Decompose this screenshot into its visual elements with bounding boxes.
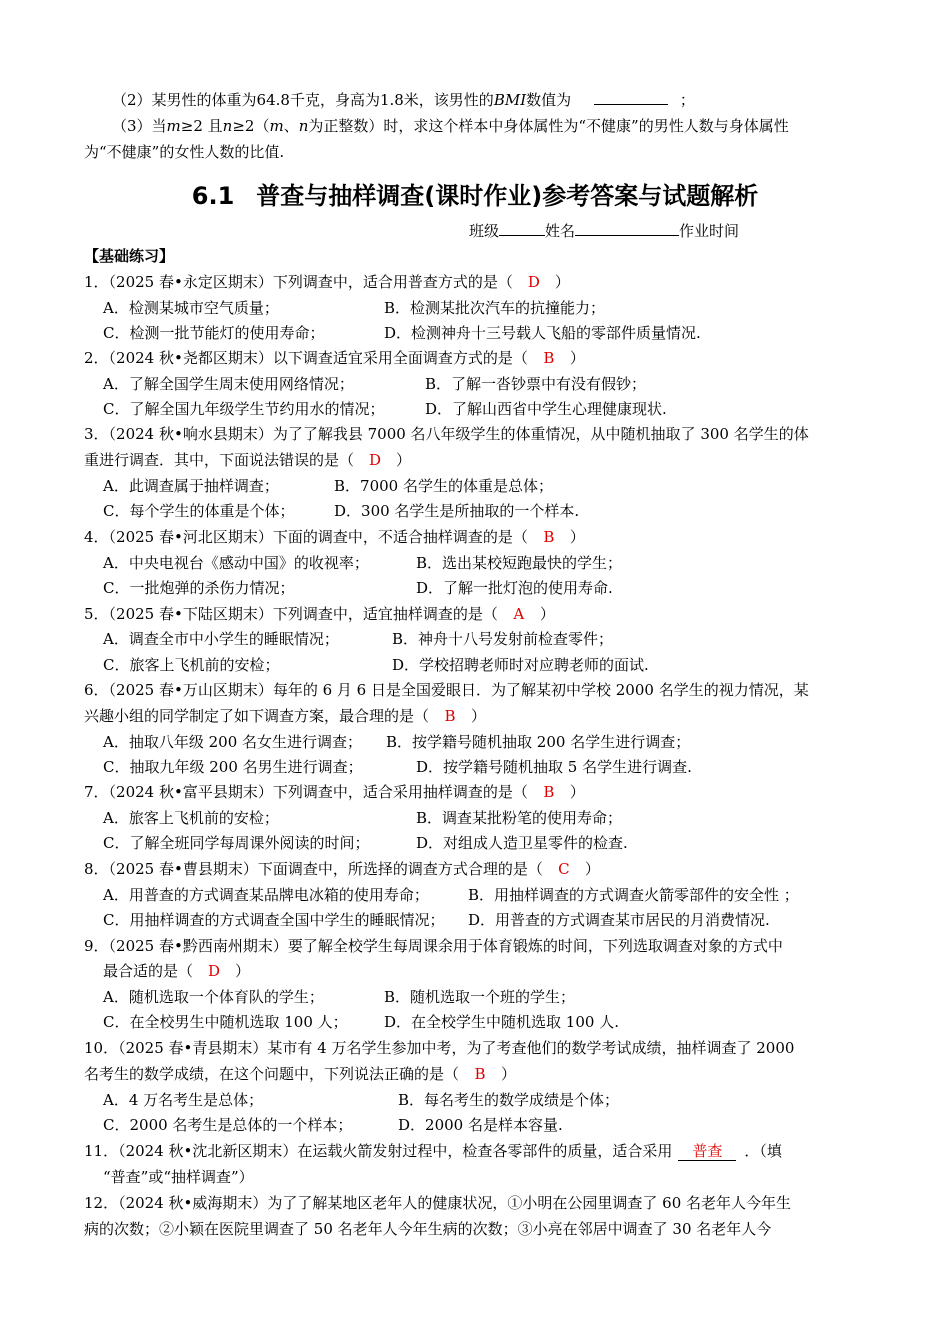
option-b: B．用抽样调查的方式调查火箭零部件的安全性 ；: [468, 886, 799, 904]
question-11-stem: 11．（2024 秋•沈北新区期末）在运载火箭发射过程中，检查各零部件的质量，适合采用 普查 ．（填: [84, 1142, 782, 1160]
question-3-stem: 重进行调查．其中，下面说法错误的是（ D ）: [84, 451, 412, 469]
option-c: C．了解全国九年级学生节约用水的情况；: [103, 400, 385, 418]
option-c: C．一批炮弹的杀伤力情况；: [103, 579, 295, 597]
student-info-line: 班级 姓名 作业时间: [469, 219, 739, 241]
option-c: C．用抽样调查的方式调查全国中学生的睡眠情况；: [103, 911, 445, 929]
section-heading: 【基础练习】: [84, 247, 175, 265]
option-b: B．调查某批粉笔的使用寿命；: [416, 809, 623, 827]
option-a: A．调查全市中小学生的睡眠情况；: [103, 630, 339, 648]
option-d: D．300 名学生是所抽取的一个样本.: [334, 502, 580, 520]
question-2-stem: 2．（2024 秋•尧都区期末）以下调查适宜采用全面调查方式的是（ B ）: [84, 349, 585, 367]
option-a: A．检测某城市空气质量；: [103, 299, 279, 317]
question-1-stem: 1．（2025 春•永定区期末）下列调查中，适合用普查方式的是（ D ）: [84, 273, 570, 291]
option-b: B．7000 名学生的体重是总体；: [334, 477, 553, 495]
question-8-stem: 8．（2025 春•曹县期末）下面调查中，所选择的调查方式合理的是（ C ）: [84, 860, 600, 878]
question-7-stem: 7．（2024 秋•富平县期末）下列调查中，适合采用抽样调查的是（ B ）: [84, 783, 585, 801]
option-b: B．按学籍号随机抽取 200 名学生进行调查；: [386, 733, 691, 751]
class-blank: [499, 219, 545, 236]
option-a: A．中央电视台《感动中国》的收视率；: [103, 554, 369, 572]
option-c: C．检测一批节能灯的使用寿命；: [103, 324, 325, 342]
option-a: A．随机选取一个体育队的学生；: [103, 988, 324, 1006]
option-a: A．旅客上飞机前的安检；: [103, 809, 279, 827]
question-11-line2: “普查”或“抽样调查”）: [103, 1168, 254, 1186]
option-c: C．每个学生的体重是个体；: [103, 502, 295, 520]
question-10-stem: 名考生的数学成绩，在这个问题中，下列说法正确的是（ B ）: [84, 1065, 517, 1083]
question-5-stem: 5．（2025 春•下陆区期末）下列调查中，适宜抽样调查的是（ A ）: [84, 605, 555, 623]
question-4-stem: 4．（2025 春•河北区期末）下面的调查中，不适合抽样调查的是（ B ）: [84, 528, 585, 546]
question-12-line2: 病的次数；②小颖在医院里调查了 50 名老年人今年生病的次数；③小亮在邻居中调查了 30 名老年人今: [84, 1220, 772, 1238]
question-6-stem: 兴趣小组的同学制定了如下调查方案，最合理的是（ B ）: [84, 707, 487, 725]
answer-mark: A: [513, 605, 525, 623]
option-d: D．用普查的方式调查某市居民的月消费情况.: [468, 911, 770, 929]
option-d: D．了解一批灯泡的使用寿命.: [416, 579, 613, 597]
option-a: A．此调查属于抽样调查；: [103, 477, 279, 495]
option-b: B．选出某校短跑最快的学生；: [416, 554, 623, 572]
answer-mark: B: [543, 783, 555, 801]
option-a: A．4 万名考生是总体；: [103, 1091, 264, 1109]
question-9-stem-line1: 9．（2025 春•黔西南州期末）要了解全校学生每周课余用于体育锻炼的时间，下列选取调查对象的方式中: [84, 937, 783, 955]
answer-mark: D: [369, 451, 382, 469]
option-d: D．在全校学生中随机选取 100 人.: [384, 1013, 619, 1031]
option-c: C．抽取九年级 200 名男生进行调查；: [103, 758, 363, 776]
question-12-line1: 12．（2024 秋•威海期末）为了了解某地区老年人的健康状况，①小明在公园里调查了 60 名老年人今年生: [84, 1194, 792, 1212]
fill-answer: 普查: [678, 1142, 736, 1161]
answer-mark: C: [558, 860, 570, 878]
intro-q2: （2）某男性的体重为64.8千克，身高为1.8米，该男性的BMI数值为 ；: [112, 88, 695, 110]
name-blank: [575, 219, 679, 236]
option-a: A．了解全国学生周末使用网络情况；: [103, 375, 354, 393]
option-d: D．了解山西省中学生心理健康现状.: [425, 400, 667, 418]
option-d: D．按学籍号随机抽取 5 名学生进行调查.: [416, 758, 692, 776]
answer-mark: D: [208, 962, 221, 980]
blank-line: [594, 88, 668, 105]
page-title: 6.1 普查与抽样调查(课时作业)参考答案与试题解析: [191, 182, 759, 210]
option-b: B．神舟十八号发射前检查零件；: [392, 630, 614, 648]
option-d: D．学校招聘老师时对应聘老师的面试.: [392, 656, 649, 674]
option-a: A．用普查的方式调查某品牌电冰箱的使用寿命；: [103, 886, 429, 904]
option-a: A．抽取八年级 200 名女生进行调查；: [103, 733, 363, 751]
question-3-stem-line1: 3．（2024 秋•响水县期末）为了了解我县 7000 名八年级学生的体重情况，从中随机抽取了 300 名学生的体: [84, 425, 809, 443]
option-c: C．了解全班同学每周课外阅读的时间；: [103, 834, 370, 852]
question-9-stem: 最合适的是（ D ）: [103, 962, 251, 980]
question-6-stem-line1: 6．（2025 春•万山区期末）每年的 6 月 6 日是全国爱眼日．为了解某初中学校 2000 名学生的视力情况，某: [84, 681, 809, 699]
question-10-stem-line1: 10．（2025 春•青县期末）某市有 4 万名学生参加中考，为了考查他们的数学考试成绩，抽样调查了 2000: [84, 1039, 795, 1057]
option-c: C．2000 名考生是总体的一个样本；: [103, 1116, 353, 1134]
intro-q3-line1: （3）当m≥2 且n≥2（m、n为正整数）时，求这个样本中身体属性为“不健康”的男性人数与身体属性: [112, 117, 789, 135]
answer-mark: B: [444, 707, 456, 725]
answer-mark: B: [474, 1065, 486, 1083]
option-b: B．检测某批次汽车的抗撞能力；: [384, 299, 606, 317]
answer-mark: D: [527, 273, 540, 291]
option-b: B．每名考生的数学成绩是个体；: [398, 1091, 620, 1109]
intro-q3-line2: 为“不健康”的女性人数的比值.: [84, 143, 285, 161]
option-c: C．在全校男生中随机选取 100 人；: [103, 1013, 348, 1031]
option-b: B．随机选取一个班的学生；: [384, 988, 576, 1006]
option-d: D．2000 名是样本容量.: [398, 1116, 563, 1134]
option-c: C．旅客上飞机前的安检；: [103, 656, 280, 674]
option-d: D．对组成人造卫星零件的检查.: [416, 834, 628, 852]
option-b: B．了解一沓钞票中有没有假钞；: [425, 375, 647, 393]
option-d: D．检测神舟十三号载人飞船的零部件质量情况.: [384, 324, 701, 342]
answer-mark: B: [543, 528, 555, 546]
answer-mark: B: [543, 349, 555, 367]
